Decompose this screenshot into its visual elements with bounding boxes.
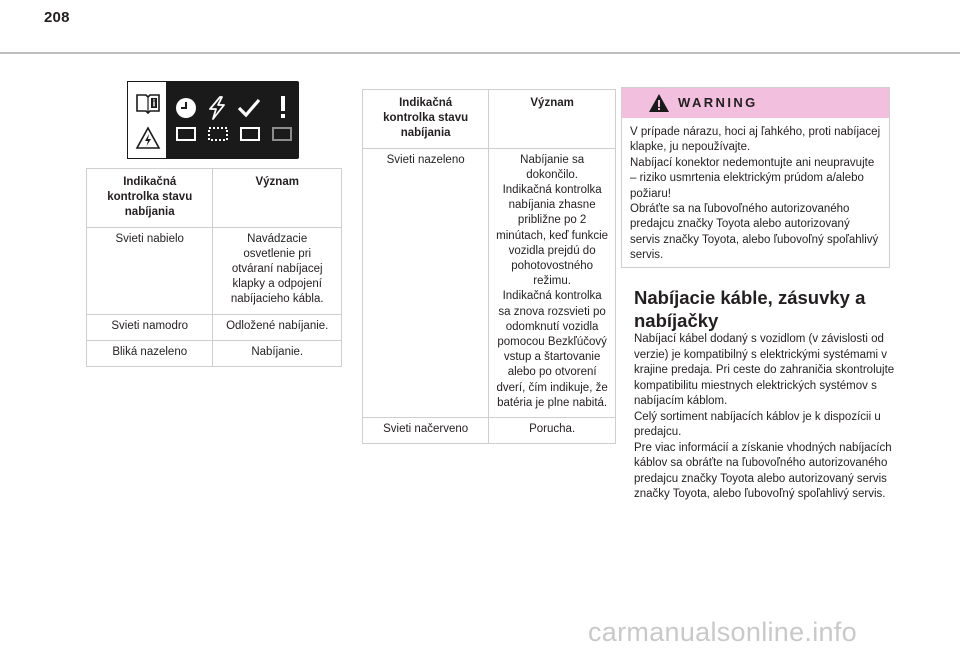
clock-icon (175, 97, 197, 119)
table-row (87, 340, 342, 366)
table-cell: Bliká nazeleno (87, 340, 213, 366)
table-header-row (363, 90, 616, 149)
manual-info-icon (135, 92, 161, 114)
warning-text: V prípade nárazu, hoci aj ľahkého, proti nabíjacej klapke, ju nepoužívajte. Nabíjací konektor nedemontujte ani neupravujte – riziko usmrtenia elektrickým prúdom a/alebo požiaru! Obráťte sa na ľubovoľného autorizovaného predajcu značky Toyota alebo autorizovaný servis značky Toyota, alebo ľubovoľný spoľahlivý servis. (630, 126, 881, 262)
table-row (363, 418, 616, 444)
table-header-cell: Indikačná kontrolka stavu nabíjania (363, 90, 489, 149)
indicator-dotted-box (208, 127, 228, 141)
table-cell: Svieti načerveno (363, 418, 489, 444)
table-cell: Porucha. (489, 418, 616, 444)
indicator-status-table-2 (362, 89, 616, 444)
table-header-row (87, 169, 342, 228)
indicator-white-box (240, 127, 260, 141)
table-row (363, 148, 616, 417)
table-cell: Svieti namodro (87, 314, 213, 340)
indicator-solid-white-box (176, 127, 196, 141)
table-row (87, 314, 342, 340)
table-cell: Navádzacie osvetlenie pri otváraní nabíjacej klapky a odpojení nabíjacieho kábla. (213, 227, 342, 314)
header-divider (0, 52, 960, 54)
table-cell: Nabíjanie. (213, 340, 342, 366)
table-cell: Svieti nabielo (87, 227, 213, 314)
warning-box (621, 87, 890, 268)
indicator-status-table-1 (86, 168, 342, 367)
indicator-grey-box (272, 127, 292, 141)
exclamation-icon (278, 96, 288, 120)
checkmark-icon (237, 97, 261, 119)
table-header-cell: Význam (213, 169, 342, 228)
table-cell: Nabíjanie sa dokončilo. Indikačná kontrolka nabíjania zhasne približne po 2 minútach, keď funkcie vozidla prejdú do pohotovostného režimu. Indikačná kontrolka sa znova rozsvieti po odomknutí vozidla pomocou Bezkľúčový vstup a štartovanie alebo po otvorení dverí, čím indikuje, že batéria je plne nabitá. (489, 148, 616, 417)
warning-title: WARNING (678, 95, 758, 110)
lightning-icon (206, 96, 228, 120)
table-row (87, 227, 342, 314)
section-body: Nabíjací kábel dodaný s vozidlom (v závislosti od verzie) je kompatibilný s elektrickými systémami v krajine predaja. Pri ceste do zahraničia skontrolujte kompatibilitu miestnych elektrických systémov s nabíjacím káblom. Celý sortiment nabíjacích káblov je k dispozícii u predajcu. Pre viac informácií a získanie vhodných nabíjacích káblov sa obráťte na ľubovoľného autorizovaného predajcu značky Toyota alebo autorizovaný servis značky Toyota, alebo ľubovoľný spoľahlivý servis. (634, 333, 895, 500)
indicator-legend-column (127, 81, 167, 159)
page-number: 208 (44, 9, 70, 26)
warning-triangle-icon (648, 93, 670, 113)
table-cell: Odložené nabíjanie. (213, 314, 342, 340)
table-header-cell: Význam (489, 90, 616, 149)
section-title: Nabíjacie káble, zásuvky a nabíjačky (634, 287, 866, 331)
warning-header (622, 88, 889, 118)
charging-indicator-panel (127, 81, 299, 159)
table-cell: Svieti nazeleno (363, 148, 489, 417)
high-voltage-warning-icon (135, 126, 161, 150)
table-header-cell: Indikačná kontrolka stavu nabíjania (87, 169, 213, 228)
watermark: carmanualsonline.info (588, 617, 857, 647)
